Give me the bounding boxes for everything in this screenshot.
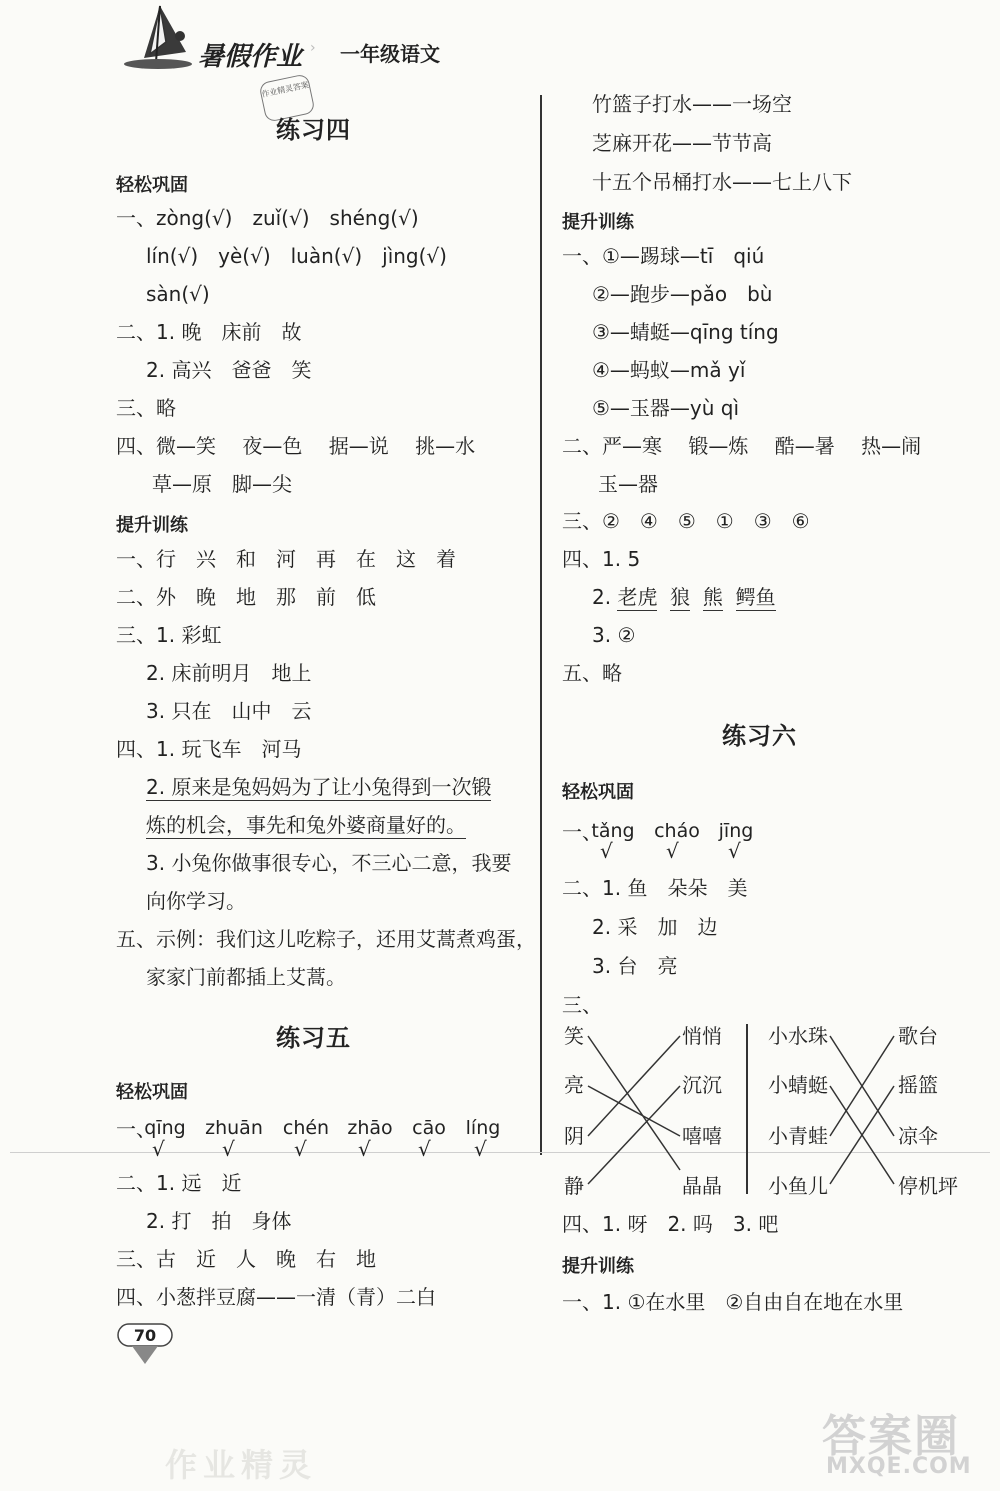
check-mark-icon: √	[152, 1137, 165, 1161]
answer-prefix: 一、	[116, 1117, 156, 1141]
watermark-logo-text: 答案圈	[822, 1411, 960, 1462]
answer-line: 2. 床前明月 地上	[146, 661, 312, 685]
section-title-5: 练习五	[276, 1024, 351, 1052]
answer-line: 三、古 近 人 晚 右 地	[116, 1247, 376, 1271]
answer-line: 一、1. ①在水里 ②自由自在地在水里	[562, 1290, 904, 1314]
pinyin-item: líng	[465, 1117, 501, 1139]
answer-line: 一、①—踢球—tī qiú	[562, 244, 765, 268]
match-left-item: 小蜻蜓	[768, 1073, 828, 1097]
answer-line: 2. 打 拍 身体	[146, 1209, 292, 1233]
match-left-item: 小鱼儿	[768, 1174, 828, 1198]
answer-line: 3. 台 亮	[592, 954, 678, 978]
answer-line: 三、	[562, 993, 602, 1017]
faint-watermark: 作业精灵	[165, 1446, 318, 1484]
answer-line-underlined: 炼的机会，事先和兔外婆商量好的。	[146, 813, 466, 837]
answer-line: 二、1. 鱼 朵朵 美	[562, 876, 748, 900]
pinyin-item: zhāo	[347, 1117, 393, 1139]
header-subtitle: 一年级语文	[340, 42, 440, 66]
answer-line: 二、严—寒 锻—炼 酷—暑 热—闹	[562, 434, 922, 458]
page-number: 70	[133, 1326, 157, 1345]
answer-line: 二、1. 晚 床前 故	[116, 320, 302, 344]
match-lines	[826, 1030, 902, 1190]
check-mark-icon: √	[358, 1137, 371, 1161]
heading-advanced-2: 提升训练	[562, 212, 634, 233]
pinyin-item: zhuān	[205, 1117, 263, 1139]
check-mark-icon: √	[666, 839, 679, 863]
answer-line: 二、1. 远 近	[116, 1171, 242, 1195]
heading-easy-2: 轻松巩固	[116, 1082, 188, 1103]
answer-line: 向你学习。	[146, 889, 246, 913]
pinyin-item: cháo	[654, 820, 700, 842]
answer-line: 二、外 晚 地 那 前 低	[116, 585, 376, 609]
answer-prefix: 一、	[562, 820, 602, 844]
match-right-item: 沉沉	[682, 1073, 722, 1097]
matching-divider	[746, 1024, 748, 1194]
match-right-item: 嘻嘻	[682, 1124, 722, 1148]
answer-line: ③—蜻蜓—qīng tíng	[592, 320, 779, 344]
answer-line: 四、微—笑 夜—色 据—说 挑—水	[116, 434, 476, 458]
match-left-item: 笑	[564, 1024, 584, 1048]
answer-line: 四、1. 5	[562, 547, 641, 571]
check-mark-icon: √	[728, 839, 741, 863]
answer-line: 五、略	[562, 661, 622, 685]
match-left-item: 小青蛙	[768, 1124, 828, 1148]
answer-line: 家家门前都插上艾蒿。	[146, 965, 346, 989]
answer-line: 四、小葱拌豆腐——一清（青）二白	[116, 1285, 436, 1309]
answer-line: 3. ②	[592, 623, 636, 647]
match-right-item: 悄悄	[682, 1024, 722, 1048]
answer-line: ②—跑步—pǎo bù	[592, 282, 773, 306]
heading-advanced-1: 提升训练	[116, 515, 188, 536]
section-title-4: 练习四	[276, 116, 351, 144]
match-left-item: 小水珠	[768, 1024, 828, 1048]
answer-line: 三、1. 彩虹	[116, 623, 222, 647]
answer-line: 草—原 脚—尖	[152, 472, 292, 496]
answer-line: 玉—器	[598, 472, 658, 496]
match-right-item: 歌台	[898, 1024, 938, 1048]
answer-line: 五、示例：我们这儿吃粽子，还用艾蒿煮鸡蛋，	[116, 927, 536, 951]
answer-line: 竹篮子打水——一场空	[592, 92, 792, 116]
answer-line: 四、1. 玩飞车 河马	[116, 737, 302, 761]
pinyin-item: jīng	[718, 820, 754, 842]
answer-line: ⑤—玉器—yù qì	[592, 396, 740, 420]
match-right-item: 晶晶	[682, 1174, 722, 1198]
match-right-item: 停机坪	[898, 1174, 958, 1198]
heading-easy-1: 轻松巩固	[116, 175, 188, 196]
stamp: 作业精灵答案	[258, 73, 315, 123]
answer-line: 一、行 兴 和 河 再 在 这 着	[116, 547, 456, 571]
answer-line: sàn(√)	[146, 282, 210, 306]
windsurfer-icon	[120, 2, 200, 74]
answer-line: 芝麻开花——节节高	[592, 131, 772, 155]
match-left-item: 阴	[564, 1124, 584, 1148]
answer-line: 一、zòng(√) zuǐ(√) shéng(√)	[116, 206, 419, 230]
match-right-item: 摇篮	[898, 1073, 938, 1097]
pinyin-item: chén	[282, 1117, 330, 1139]
answer-line: 十五个吊桶打水——七上八下	[592, 170, 852, 194]
match-lines	[580, 1030, 690, 1190]
answer-line: 三、略	[116, 396, 176, 420]
answer-line: ④—蚂蚁—mǎ yǐ	[592, 358, 746, 382]
answer-line: 2. 高兴 爸爸 笑	[146, 358, 312, 382]
answer-line-underlined: 2. 原来是兔妈妈为了让小兔得到一次锻	[146, 775, 492, 799]
column-divider	[540, 95, 542, 1155]
match-left-item: 亮	[564, 1073, 584, 1097]
pinyin-item: cāo	[412, 1117, 446, 1139]
section-title-6: 练习六	[722, 722, 797, 750]
watermark-url: MXQE.COM	[826, 1454, 972, 1479]
answer-line: 三、② ④ ⑤ ① ③ ⑥	[562, 509, 810, 533]
check-mark-icon: √	[294, 1137, 307, 1161]
answer-line: 3. 只在 山中 云	[146, 699, 312, 723]
answer-line: 四、1. 呀 2. 吗 3. 吧	[562, 1212, 779, 1236]
header-title: 暑假作业	[198, 42, 303, 72]
answer-line: 3. 小兔你做事很专心，不三心二意，我要	[146, 851, 512, 875]
check-mark-icon: √	[474, 1137, 487, 1161]
match-right-item: 凉伞	[898, 1124, 938, 1148]
pinyin-item: qīng	[144, 1117, 186, 1139]
heading-easy-3: 轻松巩固	[562, 782, 634, 803]
answer-line: 2. 采 加 边	[592, 915, 718, 939]
check-mark-icon: √	[418, 1137, 431, 1161]
heading-advanced-3: 提升训练	[562, 1256, 634, 1277]
check-mark-icon: √	[600, 839, 613, 863]
answer-line: lín(√) yè(√) luàn(√) jìng(√)	[146, 244, 447, 268]
pinyin-item: tǎng	[591, 820, 635, 842]
answer-line-underlined-words: 2. 老虎 狼 熊 鳄鱼	[592, 585, 776, 609]
check-mark-icon: √	[222, 1137, 235, 1161]
match-left-item: 静	[564, 1174, 584, 1198]
